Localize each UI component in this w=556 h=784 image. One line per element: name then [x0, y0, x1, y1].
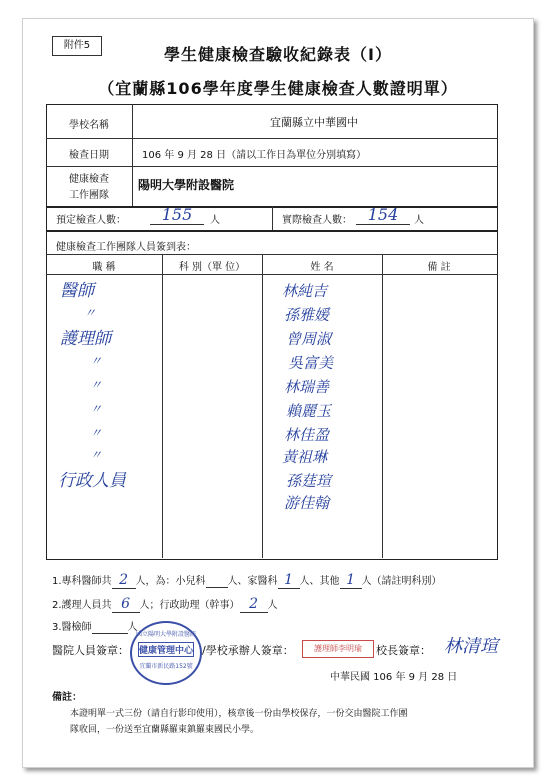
line2-text-c: 人	[267, 600, 278, 611]
row-3-title: 〃	[90, 354, 103, 368]
row-7-title: 〃	[90, 448, 103, 462]
row-9-name: 游佳翰	[284, 494, 330, 512]
row-2-title: 護理師	[60, 329, 111, 349]
attachment-tag: 附件5	[52, 36, 102, 56]
line3-text-a: 3.醫檢師	[52, 622, 92, 633]
row-6-name: 林佳盈	[284, 426, 330, 444]
team-label-2: 工作團隊	[69, 190, 109, 201]
line1-text-b: 人，為：小兒科	[135, 576, 206, 587]
col-header-name: 姓 名	[310, 262, 334, 273]
line1-text-d: 人、其他	[299, 576, 340, 587]
note-label: 備註：	[52, 692, 82, 703]
footer-line-1	[52, 572, 442, 589]
school-value: 宜蘭縣立中華國中	[270, 116, 358, 129]
row-1-name: 孫雅媛	[284, 306, 330, 324]
row-1-title: 〃	[84, 306, 97, 320]
team-value: 陽明大學附設醫院	[138, 178, 235, 192]
line1-text-a: 1.專科醫師共	[52, 576, 112, 587]
school-label: 學校名稱	[69, 120, 109, 131]
line1-text-c: 人、家醫科	[227, 576, 278, 587]
row-5-name: 賴麗玉	[286, 402, 332, 420]
nurse-stamp: 護理師李明瑜	[302, 640, 374, 658]
col-header-dept: 科 別（單 位）	[178, 262, 246, 273]
date-value: 106 年 9 月 28 日（請以工作日為單位分別填寫）	[142, 150, 367, 161]
row-5-title: 〃	[90, 402, 103, 416]
row-3-name: 吳富美	[288, 354, 334, 372]
line2-text-a: 2.護理人員共	[52, 600, 112, 611]
row-4-title: 〃	[90, 378, 103, 392]
hospital-stamp: 國立陽明大學附設醫院 健康管理中心 宜蘭市新民路152號	[130, 621, 202, 685]
line1-family-count: 1	[278, 572, 300, 589]
document-subtitle: （宜蘭縣106學年度學生健康檢查人數證明單）	[98, 79, 458, 98]
sign-school-label: /學校承辦人簽章：	[202, 644, 294, 657]
date-line: 中華民國 106 年 9 月 28 日	[330, 672, 458, 683]
row-4-name: 林瑞善	[284, 378, 330, 396]
signin-label: 健康檢查工作團隊人員簽到表：	[56, 242, 196, 253]
row-0-name: 林純吉	[282, 282, 328, 300]
planned-unit: 人	[210, 215, 220, 226]
line2-admin-count: 2	[240, 596, 268, 613]
row-7-name: 黃祖琳	[282, 448, 328, 466]
note-line-1: 本證明單一式三份（請自行影印使用），核章後一份由學校保存，一份交由醫院工作團	[70, 709, 408, 719]
row-8-title: 行政人員	[58, 471, 126, 491]
line1-specialist-count: 2	[112, 572, 136, 589]
footer-line-2	[52, 596, 278, 613]
col-header-title: 職 稱	[92, 262, 116, 273]
footer-line-3	[52, 618, 138, 634]
principal-signature: 林清瑄	[444, 636, 498, 657]
date-label: 檢查日期	[69, 150, 109, 161]
note-line-2: 隊收回，一份送至宜蘭縣羅東鎮羅東國民小學。	[70, 725, 260, 735]
line3-text-b: 人	[127, 622, 138, 633]
actual-value: 154	[356, 205, 410, 225]
line2-text-b: 人；行政助理（幹事）	[139, 600, 240, 611]
actual-unit: 人	[414, 215, 424, 226]
row-6-title: 〃	[90, 426, 103, 440]
signin-table	[46, 230, 498, 560]
line2-nurse-count: 6	[112, 596, 140, 613]
line1-text-e: 人（請註明科別）	[361, 576, 442, 587]
row-8-name: 孫莛瑄	[286, 472, 332, 490]
line1-pediatrics-blank	[206, 576, 228, 588]
row-0-title: 醫師	[60, 281, 94, 301]
planned-label: 預定檢查人數：	[56, 215, 126, 226]
sign-principal-label: 校長簽章：	[376, 644, 431, 657]
document-title: 學生健康檢查驗收紀錄表（Ⅰ）	[164, 45, 392, 64]
sign-hospital-label: 醫院人員簽章：	[52, 644, 129, 657]
line3-blank	[92, 622, 128, 634]
row-2-name: 曾周淑	[286, 330, 332, 348]
actual-label: 實際檢查人數：	[282, 215, 352, 226]
team-label-1: 健康檢查	[69, 174, 109, 185]
line1-other-count: 1	[340, 572, 362, 589]
col-header-note: 備 註	[427, 262, 451, 273]
planned-value: 155	[150, 205, 204, 225]
